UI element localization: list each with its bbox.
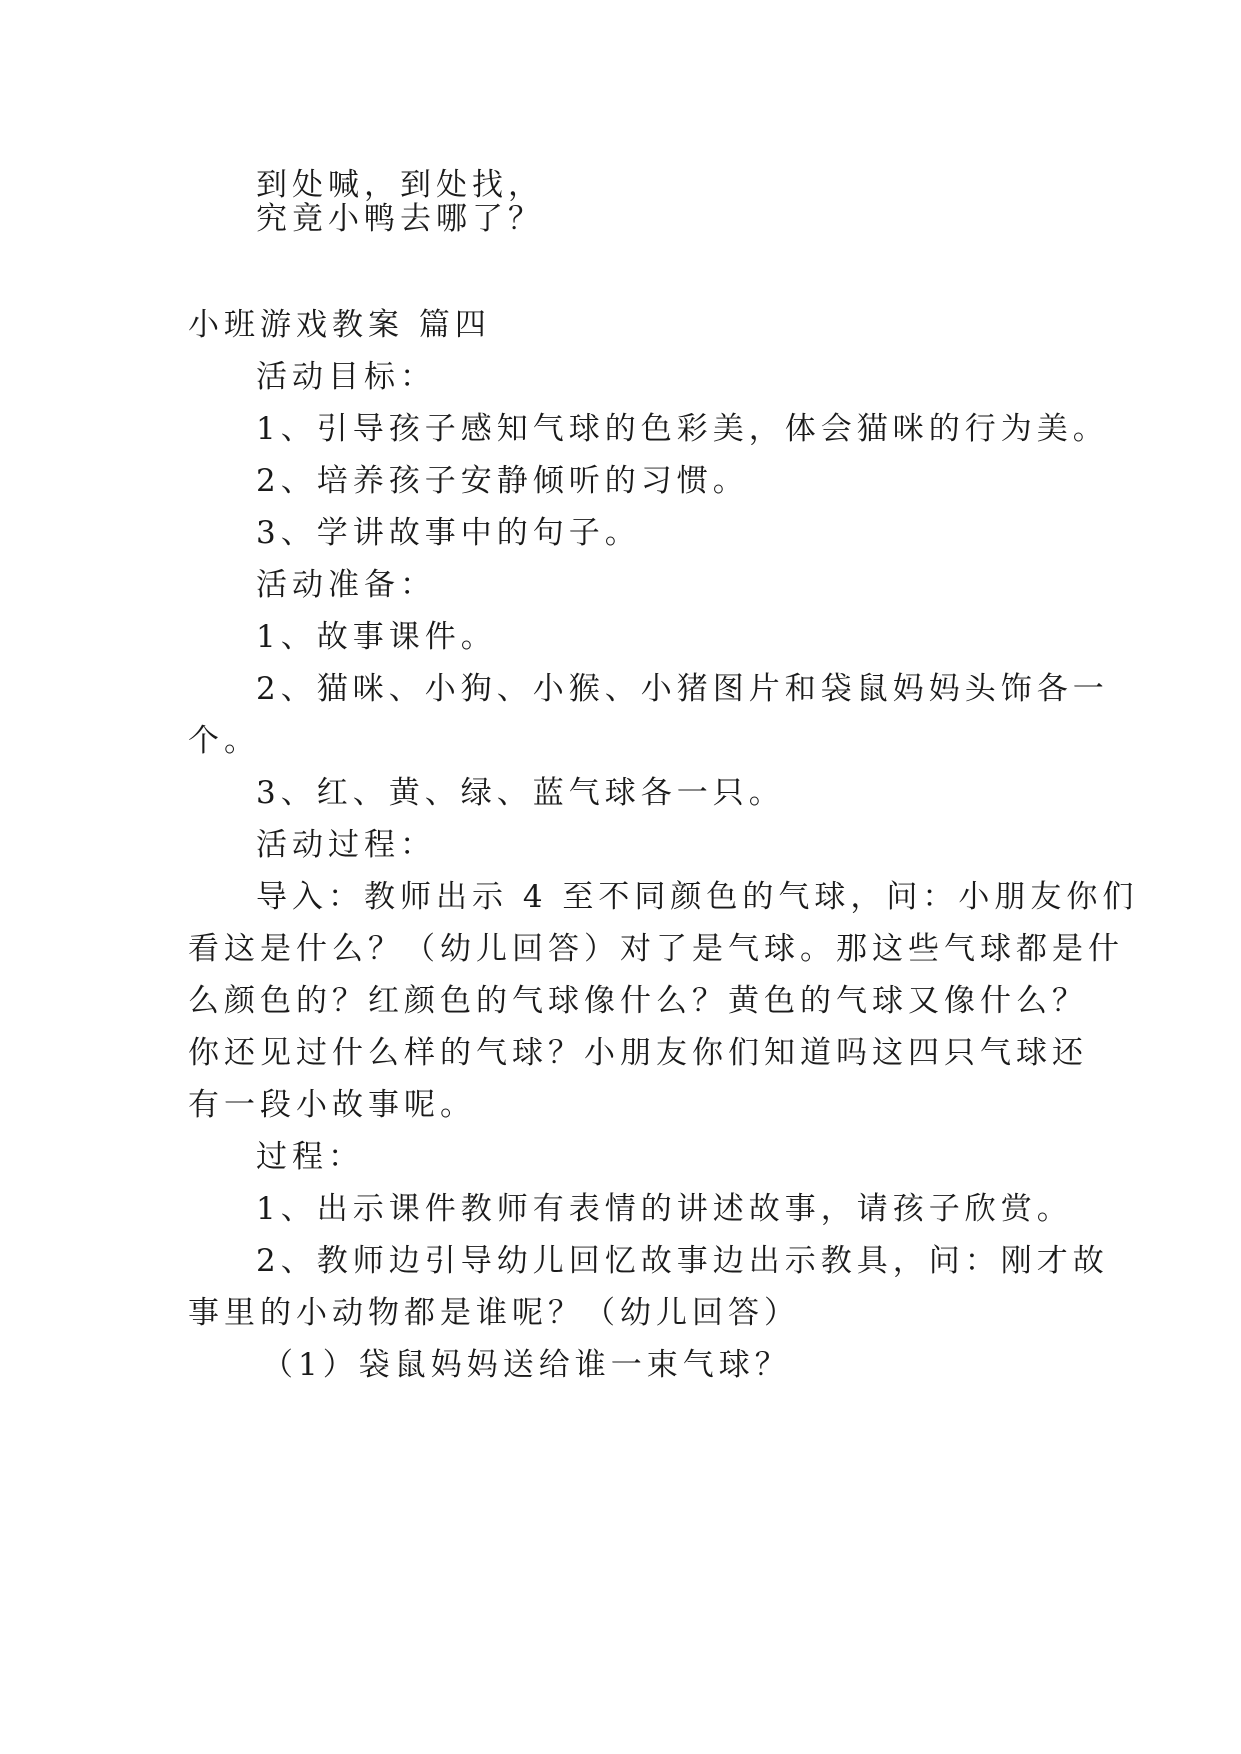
goal-item: 3、学讲故事中的句子。: [256, 515, 641, 551]
goal-item: 2、培养孩子安静倾听的习惯。: [256, 463, 749, 499]
poem-line: 究竟小鸭去哪了？: [256, 201, 544, 237]
steps-heading: 过程：: [256, 1139, 364, 1175]
prep-heading: 活动准备：: [256, 567, 436, 603]
intro-line: 导入：教师出示 4 至不同颜色的气球，问：小朋友你们: [256, 879, 1139, 915]
goal-item: 1、引导孩子感知气球的色彩美，体会猫咪的行为美。: [256, 411, 1109, 447]
prep-item-continued: 个。: [188, 723, 260, 759]
question-item: （1）袋鼠妈妈送给谁一束气球？: [262, 1347, 791, 1383]
step-item: 2、教师边引导幼儿回忆故事边出示教具，问：刚才故: [256, 1243, 1109, 1279]
step-item: 1、出示课件教师有表情的讲述故事，请孩子欣赏。: [256, 1191, 1073, 1227]
intro-line: 么颜色的？红颜色的气球像什么？黄色的气球又像什么？: [188, 983, 1088, 1019]
goals-heading: 活动目标：: [256, 359, 436, 395]
intro-line: 你还见过什么样的气球？小朋友你们知道吗这四只气球还: [188, 1035, 1088, 1071]
prep-item: 2、猫咪、小狗、小猴、小猪图片和袋鼠妈妈头饰各一: [256, 671, 1109, 707]
prep-item: 3、红、黄、绿、蓝气球各一只。: [256, 775, 785, 811]
intro-line: 有一段小故事呢。: [188, 1087, 476, 1123]
process-heading: 活动过程：: [256, 827, 436, 863]
prep-item: 1、故事课件。: [256, 619, 497, 655]
section-title: 小班游戏教案 篇四: [188, 307, 491, 343]
poem-line: 到处喊，到处找，: [256, 167, 544, 203]
intro-line: 看这是什么？（幼儿回答）对了是气球。那这些气球都是什: [188, 931, 1124, 967]
step-item-continued: 事里的小动物都是谁呢？（幼儿回答）: [188, 1295, 800, 1331]
